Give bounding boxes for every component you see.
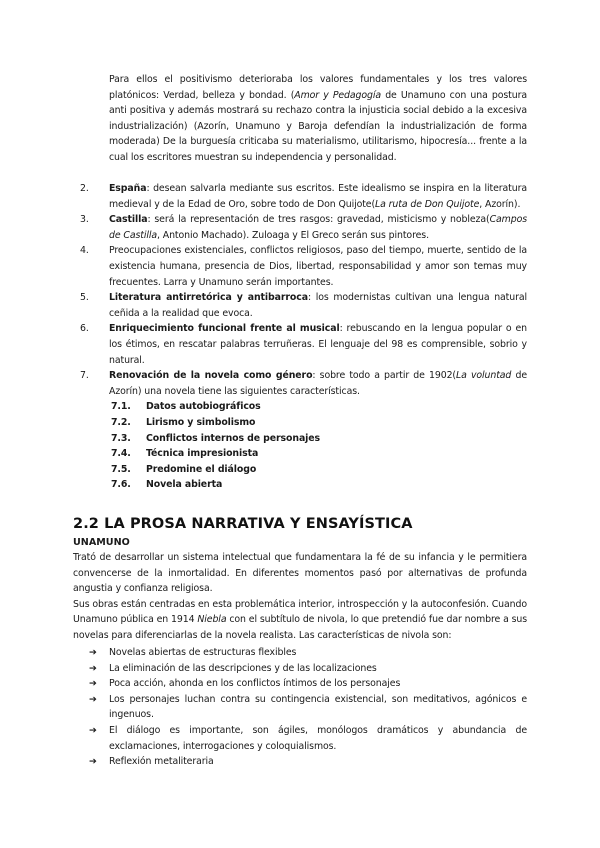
- sub-list-item: [111, 431, 527, 447]
- sub-list-item: [111, 399, 527, 415]
- unamuno-paragraph-2: [73, 597, 527, 644]
- bullet-text: Novelas abiertas de estructuras flexibles: [109, 647, 297, 658]
- item-text: Preocupaciones existenciales, conflictos religiosos, paso del tiempo, muerte, sentido de la existencia humana, presencia de Dios, libertad, responsabilidad y amor son temas muy frecuentes. Larra y Unamuno serán importantes.: [109, 245, 527, 288]
- sub-item-label: Conflictos internos de personajes: [146, 432, 321, 444]
- item-number: 5.: [80, 292, 89, 304]
- sub-list-item: [111, 462, 527, 478]
- bullet-item: [89, 754, 527, 770]
- subsection-heading: UNAMUNO: [73, 537, 130, 548]
- arrow-icon: ➔: [89, 756, 97, 768]
- sub-item-number: 7.3.: [111, 432, 131, 444]
- list-item: [80, 321, 527, 368]
- bullet-text: Poca acción, ahonda en los conflictos íntimos de los personajes: [109, 678, 401, 690]
- sub-item-number: 7.5.: [111, 463, 131, 475]
- item-text-post: , Azorín).: [479, 198, 521, 210]
- item-number: 3.: [80, 214, 89, 226]
- bullet-item: [89, 645, 527, 661]
- sub-list-item: [111, 415, 527, 431]
- section-heading: 2.2 LA PROSA NARRATIVA Y ENSAYÍSTICA: [73, 516, 413, 532]
- sub-item-label: Predomine el diálogo: [146, 463, 257, 475]
- prose-section: [73, 550, 527, 644]
- bullet-item: [89, 723, 527, 754]
- item-text: : rebuscando en la lengua popular o en los étimos, en rescatar palabras terruñeras. El lenguaje del 98 es comprensible, sobrio y natural.: [109, 323, 527, 366]
- arrow-icon: ➔: [89, 693, 97, 705]
- arrow-icon: ➔: [89, 662, 97, 674]
- item-number: 6.: [80, 323, 89, 335]
- item-bold: Enriquecimiento funcional frente al musical: [109, 323, 340, 335]
- sub-item-number: 7.6.: [111, 479, 131, 491]
- item-italic: La ruta de Don Quijote: [375, 198, 480, 210]
- arrow-icon: ➔: [89, 678, 97, 690]
- sub-item-number: 7.4.: [111, 448, 131, 460]
- nivola-bullet-list: [89, 645, 527, 770]
- item-text: : desean salvarla mediante sus escritos. Este idealismo se inspira en la literatura medieval y de la Edad de Oro, sobre todo de Don Quijote(: [109, 183, 527, 210]
- sub-item-label: Lirismo y simbolismo: [146, 416, 256, 428]
- bullet-text: La eliminación de las descripciones y de las localizaciones: [109, 662, 377, 674]
- intro-text-2: de Unamuno con una postura anti positiva y además mostrará su rechazo contra la injusticia social debido a la excesiva industrialización) (Azorín, Unamuno y Baroja defendían la industrialización de forma moderada) De la burguesía criticaba su materialismo, utilitarismo, hipocresía... frente a la cual los escritores muestran su independencia y personalidad.: [109, 89, 527, 163]
- bullet-item: [89, 692, 527, 723]
- item-italic: Campos de Castilla: [109, 214, 527, 241]
- item-text: : será la representación de tres rasgos: gravedad, misticismo y nobleza(: [147, 214, 490, 226]
- item-number: 7.: [80, 370, 89, 382]
- item-text-post: , Antonio Machado). Zuloaga y El Greco serán sus pintores.: [157, 229, 429, 241]
- sub-item-label: Técnica impresionista: [146, 448, 259, 460]
- bullet-text: Los personajes luchan contra su contingencia existencial, son meditativos, agónicos e ingenuos.: [109, 693, 527, 721]
- arrow-icon: ➔: [89, 647, 97, 658]
- list-item: [80, 368, 527, 399]
- unamuno-paragraph-1: Trató de desarrollar un sistema intelectual que fundamentara la fé de su infancia y le permitiera convencerse de la inmortalidad. En diferentes momentos pasó por alternativas de profunda angustia y confianza religiosa.: [73, 552, 527, 595]
- item-text: : los modernistas cultivan una lengua natural ceñida a la realidad que evoca.: [109, 292, 527, 319]
- sub-list-item: [111, 446, 527, 462]
- list-item: [80, 181, 527, 212]
- sub-item-label: Novela abierta: [146, 479, 223, 491]
- intro-title-italic: Amor y Pedagogía: [294, 89, 382, 101]
- list-item: [80, 212, 527, 243]
- item-number: 4.: [80, 245, 89, 257]
- list-item: [80, 243, 527, 290]
- para2-italic: Niebla: [197, 614, 227, 626]
- sub-item-number: 7.2.: [111, 416, 131, 428]
- item-bold: Literatura antirretórica y antibarroca: [109, 292, 308, 304]
- bullet-text: El diálogo es importante, son ágiles, monólogos dramáticos y abundancia de exclamaciones, interrogaciones y coloquialismos.: [109, 724, 527, 752]
- item-bold: España: [109, 183, 147, 194]
- bullet-text: Reflexión metaliteraria: [109, 756, 214, 768]
- item-bold: Castilla: [109, 214, 148, 226]
- arrow-icon: ➔: [89, 724, 97, 736]
- item-bold: Renovación de la novela como género: [109, 370, 313, 382]
- item-text: : sobre todo a partir de 1902(: [312, 370, 456, 382]
- para2-text-post: con el subtítulo de nivola, lo que pretendió fue dar nombre a sus novelas para diferenciarlas de la novela realista. Las características de nivola son:: [73, 614, 528, 641]
- sub-list-item: [111, 477, 527, 493]
- bullet-item: [89, 661, 527, 677]
- sub-list: [111, 399, 527, 493]
- intro-paragraph: [109, 72, 527, 166]
- numbered-list: [80, 181, 527, 493]
- item-text-post: de Azorín) una novela tiene las siguientes características.: [109, 370, 527, 397]
- list-item: [80, 290, 527, 321]
- intro-text-1: Para ellos el positivismo deterioraba los valores fundamentales y los tres valores platónicos: Verdad, belleza y bondad. (: [109, 74, 527, 101]
- bullet-item: [89, 676, 527, 692]
- para2-text: Sus obras están centradas en esta problemática interior, introspección y la autoconfesión. Cuando Unamuno pública en 1914: [73, 598, 527, 626]
- sub-item-label: Datos autobiográficos: [146, 401, 261, 413]
- item-number: 2.: [80, 183, 89, 194]
- sub-item-number: 7.1.: [111, 401, 131, 413]
- item-italic: La voluntad: [456, 370, 512, 382]
